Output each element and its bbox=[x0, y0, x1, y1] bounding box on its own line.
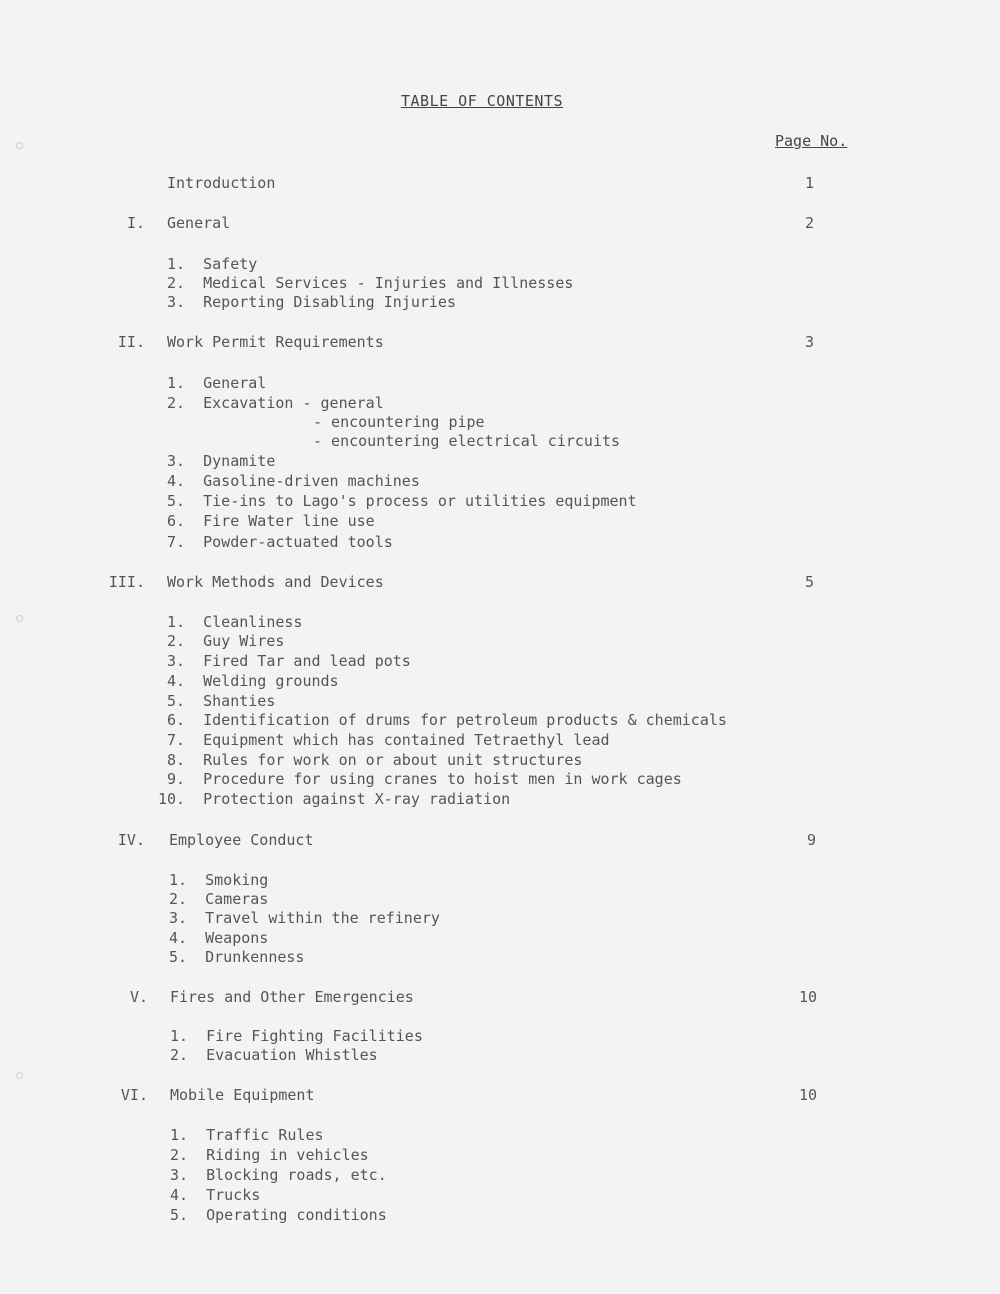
section-page: 10 bbox=[799, 988, 818, 1006]
section-page: 5 bbox=[805, 573, 815, 591]
section-title: Mobile Equipment bbox=[170, 1086, 315, 1104]
list-item: 3. Blocking roads, etc. bbox=[170, 1166, 387, 1184]
section-number: III. bbox=[108, 573, 145, 591]
section-number: II. bbox=[117, 333, 145, 351]
section-title: Work Methods and Devices bbox=[167, 573, 384, 591]
section-number: V. bbox=[129, 988, 148, 1006]
list-item: 3. Travel within the refinery bbox=[169, 909, 440, 927]
list-item: 4. Welding grounds bbox=[167, 672, 339, 690]
binder-hole-mark bbox=[16, 142, 23, 149]
list-item: 5. Shanties bbox=[167, 692, 276, 710]
list-item: 6. Identification of drums for petroleum products & chemicals bbox=[167, 711, 727, 729]
section-page: 3 bbox=[805, 333, 815, 351]
binder-hole-mark bbox=[16, 1072, 23, 1079]
list-item: 1. General bbox=[167, 374, 267, 392]
section-number: VI. bbox=[120, 1086, 148, 1104]
section-title: Fires and Other Emergencies bbox=[170, 988, 414, 1006]
list-item: 1. Cleanliness bbox=[167, 613, 303, 631]
binder-hole-mark bbox=[16, 615, 23, 622]
list-item: 2. Cameras bbox=[169, 890, 269, 908]
list-item: 2. Medical Services - Injuries and Illnesses bbox=[167, 274, 574, 292]
list-item: 5. Drunkenness bbox=[169, 948, 305, 966]
list-item: 4. Gasoline-driven machines bbox=[167, 472, 420, 490]
list-item: 3. Fired Tar and lead pots bbox=[167, 652, 411, 670]
section-page: 2 bbox=[805, 214, 815, 232]
list-item: 2. Riding in vehicles bbox=[170, 1146, 369, 1164]
list-item: 10. Protection against X-ray radiation bbox=[158, 790, 511, 808]
list-item: 7. Equipment which has contained Tetraethyl lead bbox=[167, 731, 610, 749]
list-item: 1. Traffic Rules bbox=[170, 1126, 324, 1144]
list-item: 2. Evacuation Whistles bbox=[170, 1046, 378, 1064]
list-item: 4. Trucks bbox=[170, 1186, 261, 1204]
list-item: 2. Guy Wires bbox=[167, 632, 285, 650]
introduction-label: Introduction bbox=[167, 174, 276, 192]
section-number: IV. bbox=[117, 831, 145, 849]
list-item: 3. Dynamite bbox=[167, 452, 276, 470]
section-title: General bbox=[167, 214, 231, 232]
list-subitem: - encountering pipe bbox=[313, 413, 485, 431]
introduction-page: 1 bbox=[805, 174, 815, 192]
list-item: 5. Tie-ins to Lago's process or utilities equipment bbox=[167, 492, 637, 510]
section-page: 9 bbox=[807, 831, 817, 849]
list-item: 3. Reporting Disabling Injuries bbox=[167, 293, 456, 311]
list-item: 6. Fire Water line use bbox=[167, 512, 375, 530]
list-item: 1. Fire Fighting Facilities bbox=[170, 1027, 423, 1045]
document-title: TABLE OF CONTENTS bbox=[401, 92, 564, 110]
list-item: 1. Smoking bbox=[169, 871, 269, 889]
list-item: 8. Rules for work on or about unit structures bbox=[167, 751, 583, 769]
list-item: 9. Procedure for using cranes to hoist men in work cages bbox=[167, 770, 682, 788]
page-number-header: Page No. bbox=[775, 132, 848, 150]
list-item: 5. Operating conditions bbox=[170, 1206, 387, 1224]
list-item: 2. Excavation - general bbox=[167, 394, 384, 412]
list-subitem: - encountering electrical circuits bbox=[313, 432, 621, 450]
list-item: 4. Weapons bbox=[169, 929, 269, 947]
section-number: I. bbox=[126, 214, 145, 232]
list-item: 1. Safety bbox=[167, 255, 258, 273]
section-title: Work Permit Requirements bbox=[167, 333, 384, 351]
section-title: Employee Conduct bbox=[169, 831, 314, 849]
section-page: 10 bbox=[799, 1086, 818, 1104]
list-item: 7. Powder-actuated tools bbox=[167, 533, 393, 551]
